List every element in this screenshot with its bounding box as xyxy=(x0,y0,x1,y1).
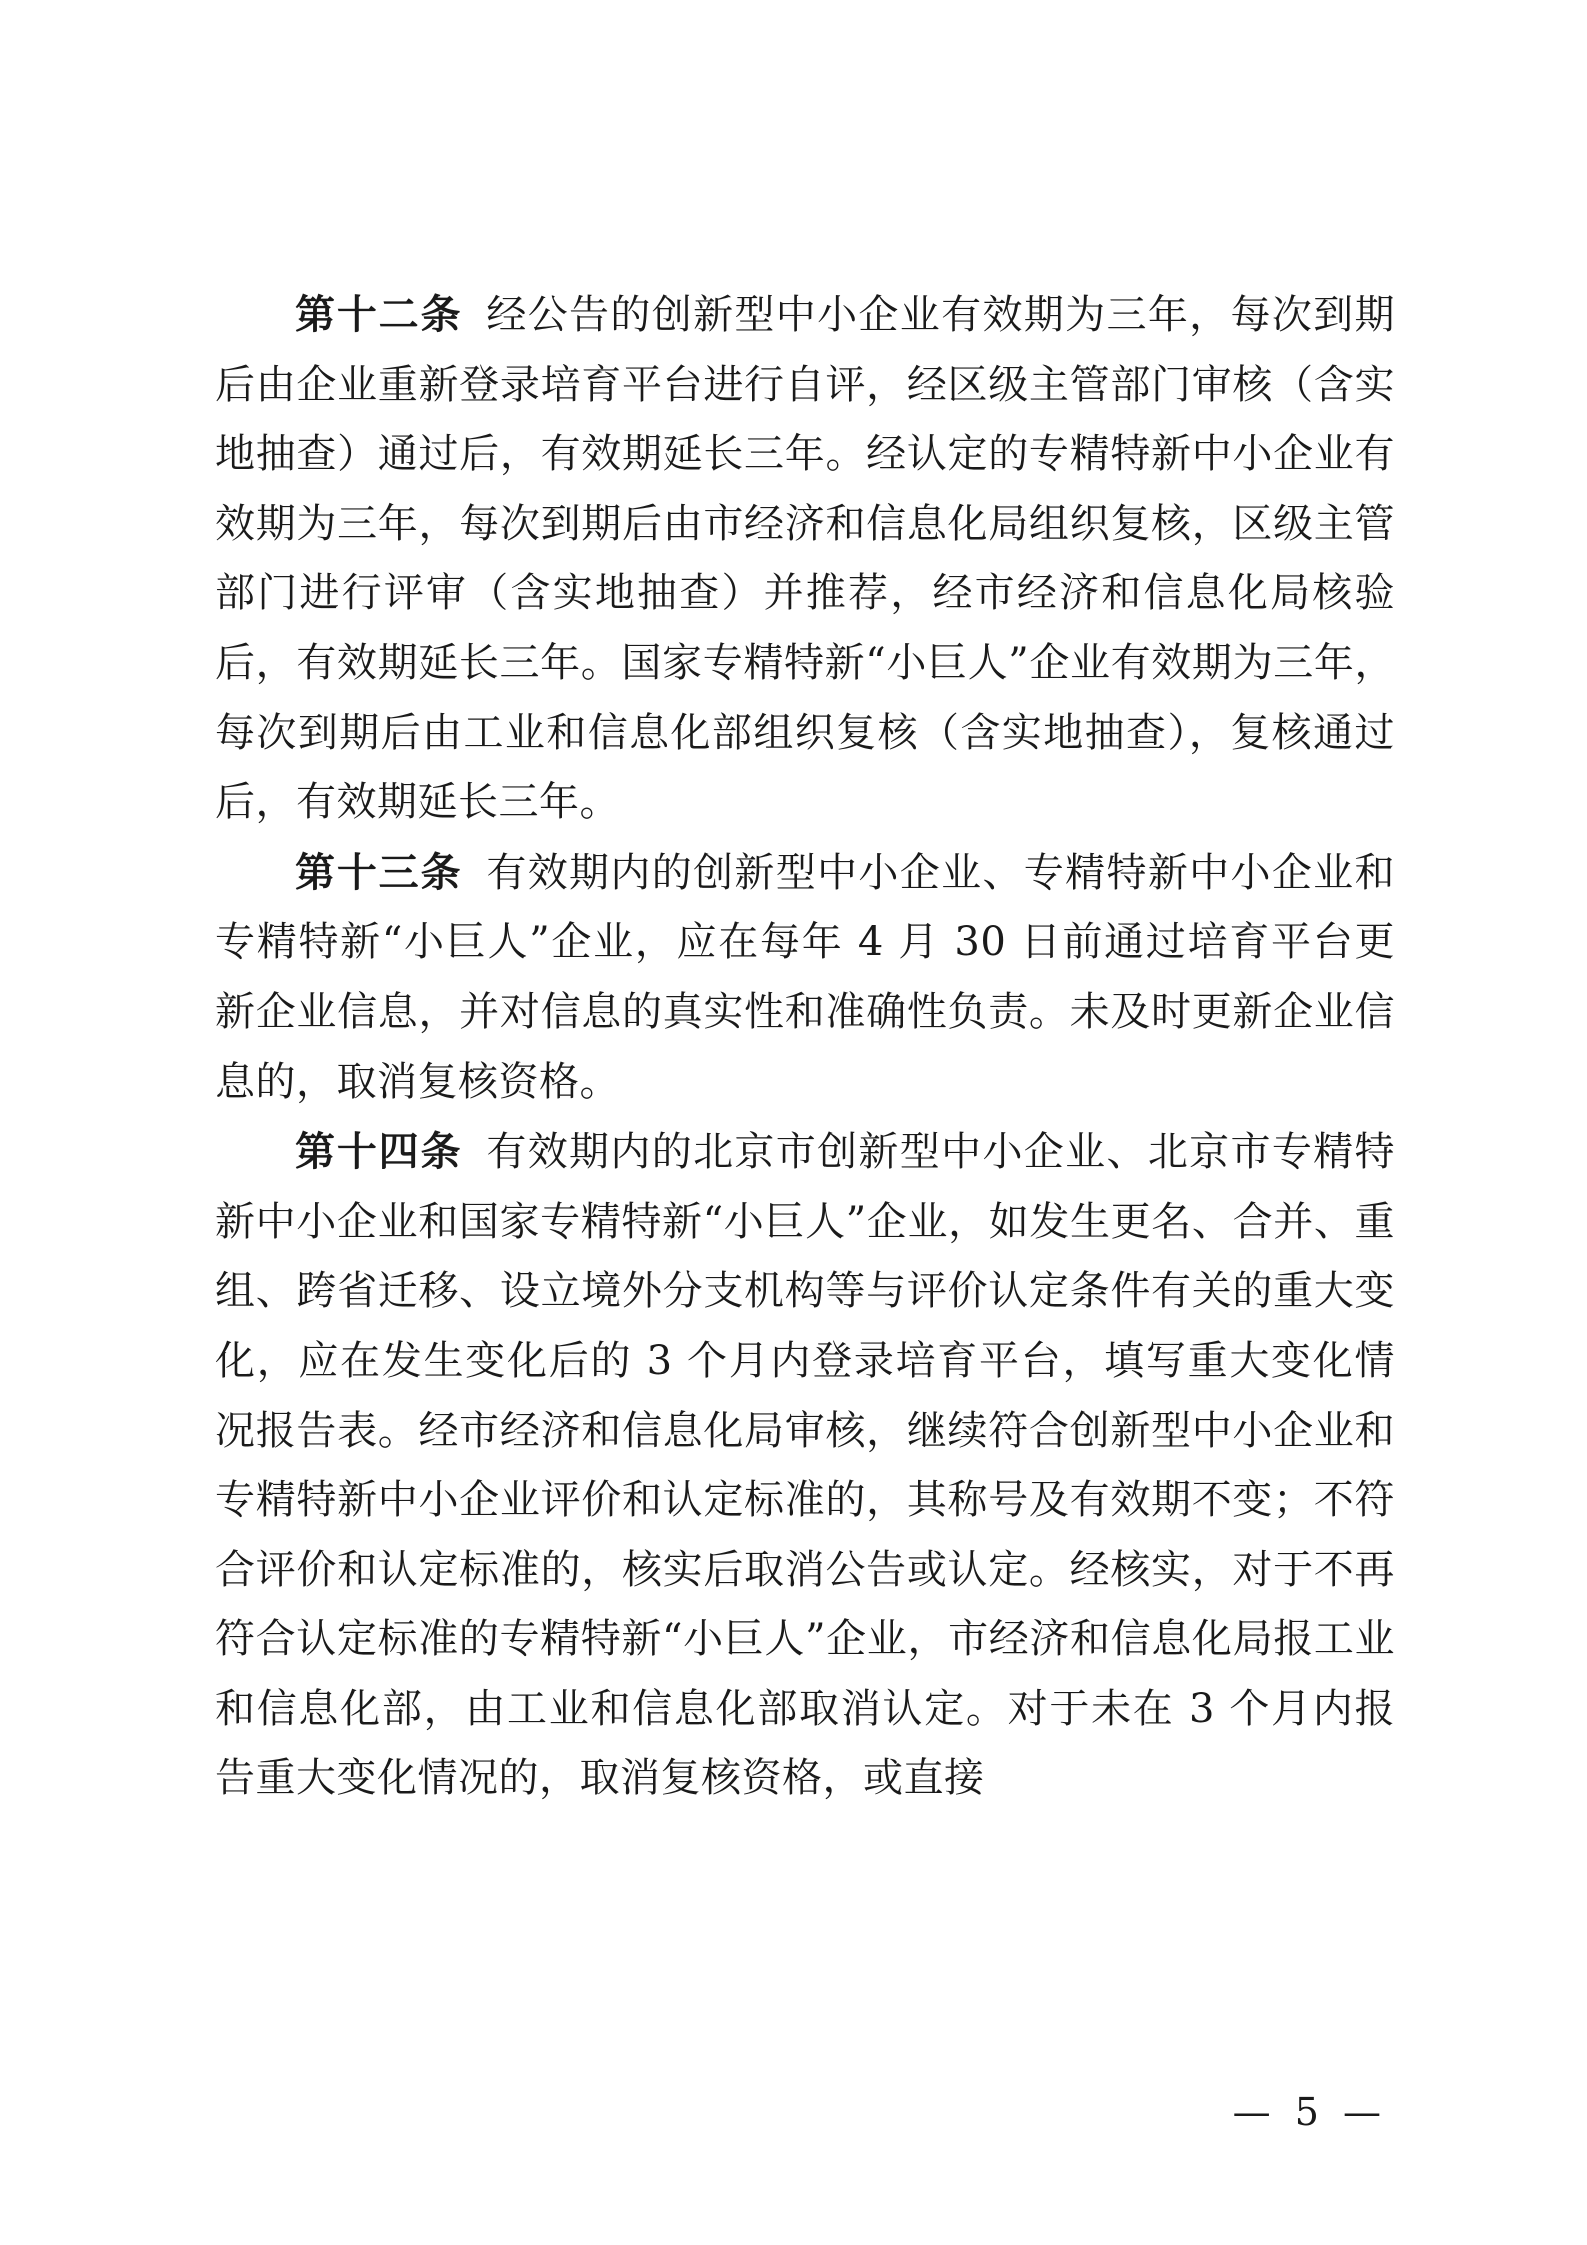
article-12-heading: 第十二条 xyxy=(295,291,463,338)
article-13 xyxy=(215,838,1395,1117)
document-body xyxy=(215,280,1395,1814)
article-12-text: 经公告的创新型中小企业有效期为三年，每次到期后由企业重新登录培育平台进行自评，经区级主管部门审核（含实地抽查）通过后，有效期延长三年。经认定的专精特新中小企业有效期为三年，每次到期后由市经济和信息化局组织复核，区级主管部门进行评审（含实地抽查）并推荐，经市经济和信息化局核验后，有效期延长三年。国家专精特新“小巨人”企业有效期为三年，每次到期后由工业和信息化部组织复核（含实地抽查），复核通过后，有效期延长三年。 xyxy=(215,292,1396,826)
article-12 xyxy=(215,280,1395,838)
article-14-heading: 第十四条 xyxy=(295,1128,463,1176)
page-number: — 5 — xyxy=(1232,2090,1387,2134)
article-13-text: 有效期内的创新型中小企业、专精特新中小企业和专精特新“小巨人”企业，应在每年 4 月 30 日前通过培育平台更新企业信息，并对信息的真实性和准确性负责。未及时更新企业信息的，取消复核资格。 xyxy=(215,849,1396,1105)
article-13-heading: 第十三条 xyxy=(295,848,463,896)
article-14-text: 有效期内的北京市创新型中小企业、北京市专精特新中小企业和国家专精特新“小巨人”企业，如发生更名、合并、重组、跨省迁移、设立境外分支机构等与评价认定条件有关的重大变化，应在发生变化后的 3 个月内登录培育平台，填写重大变化情况报告表。经市经济和信息化局审核，继续符合创新型中小企业和专精特新中小企业评价和认定标准的，其称号及有效期不变；不符合评价和认定标准的，核实后取消公告或认定。经核实，对于不再符合认定标准的专精特新“小巨人”企业，市经济和信息化局报工业和信息化部，由工业和信息化部取消认定。对于未在 3 个月内报告重大变化情况的，取消复核资格，或直接 xyxy=(215,1129,1396,1802)
article-14 xyxy=(215,1117,1395,1814)
